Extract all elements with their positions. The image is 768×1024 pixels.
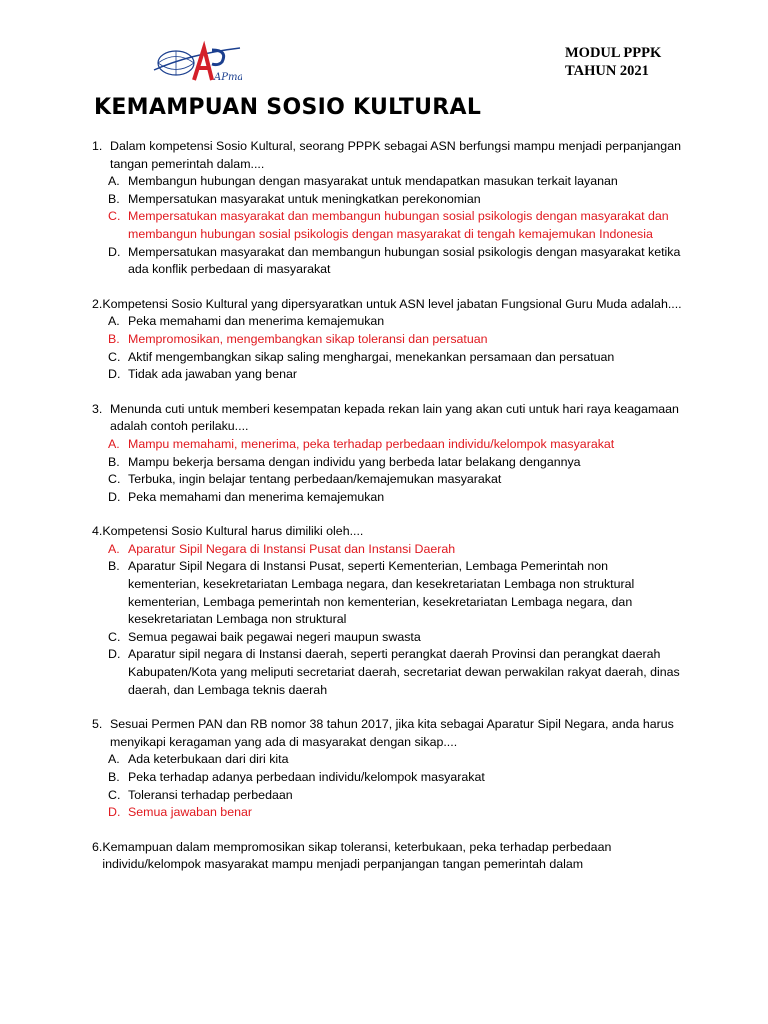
option-list: [108, 541, 682, 699]
answer-option: [108, 349, 682, 367]
option-letter: D.: [108, 647, 121, 662]
option-text: Mempersatukan masyarakat dan membangun hubungan sosial psikologis dengan masyarakat dan membangun hubungan sosial psikologis dengan masyarakat di tengah kemajemukan Indonesia: [128, 209, 669, 241]
option-text: Semua pegawai baik pegawai negeri maupun swasta: [128, 629, 421, 644]
question-item: [92, 296, 682, 384]
answer-option: [108, 471, 682, 489]
logo-text: APma: [214, 72, 242, 83]
option-text: Toleransi terhadap perbedaan: [128, 787, 293, 802]
option-letter: C.: [108, 209, 121, 224]
option-letter: A.: [108, 314, 120, 329]
question-stem: [92, 401, 682, 436]
question-list: [92, 138, 682, 891]
question-number: 1.: [92, 139, 103, 153]
option-text: Semua jawaban benar: [128, 805, 252, 820]
answer-option: [108, 558, 682, 628]
option-letter: B.: [108, 191, 120, 206]
option-text: Peka terhadap adanya perbedaan individu/kelompok masyarakat: [128, 770, 485, 784]
option-letter: D.: [108, 244, 121, 259]
question-stem: [92, 716, 682, 751]
option-text: Ada keterbukaan dari diri kita: [128, 752, 289, 767]
answer-option: [108, 191, 682, 209]
question-item: [92, 138, 682, 279]
option-letter: D.: [108, 367, 121, 382]
question-item: [92, 523, 682, 699]
answer-option: [108, 313, 682, 331]
option-letter: C.: [108, 349, 121, 364]
answer-option: [108, 454, 682, 472]
answer-option-correct: [108, 541, 682, 559]
answer-option: [108, 244, 682, 279]
answer-option: [108, 751, 682, 769]
question-stem: [92, 839, 682, 874]
question-stem: [92, 523, 682, 541]
question-text: Kompetensi Sosio Kultural harus dimiliki oleh....: [102, 524, 364, 539]
option-text: Terbuka, ingin belajar tentang perbedaan/kemajemukan masyarakat: [128, 472, 502, 487]
question-text: Dalam kompetensi Sosio Kultural, seorang PPPK sebagai ASN berfungsi mampu menjadi perpanjangan tangan pemerintah dalam....: [110, 139, 681, 171]
module-label: MODUL PPPK: [565, 45, 662, 61]
question-item: [92, 839, 682, 874]
answer-option: [108, 629, 682, 647]
question-number: 5.: [92, 717, 103, 732]
answer-option-correct: [108, 331, 682, 349]
option-letter: A.: [108, 436, 120, 451]
question-item: [92, 716, 682, 822]
option-text: Mampu bekerja bersama dengan individu yang berbeda latar belakang dengannya: [128, 454, 581, 469]
option-text: Aparatur Sipil Negara di Instansi Pusat, seperti Kementerian, Lembaga Pemerintah non kementerian, kesekretariatan Lembaga negara, dan kesekretariatan Lembaga non struktural kementerian, Lembaga pemerintah non kementerian, kesekretariatan Lembaga negara, dan kesekretariatan Lembaga non struktural: [128, 559, 635, 627]
option-list: [108, 173, 682, 279]
answer-option-correct: [108, 208, 682, 243]
option-letter: D.: [108, 489, 121, 504]
option-text: Aparatur Sipil Negara di Instansi Pusat dan Instansi Daerah: [128, 541, 456, 556]
question-text: Kemampuan dalam mempromosikan sikap toleransi, keterbukaan, peka terhadap perbedaan individu/kelompok masyarakat mampu menjadi perpanjangan tangan pemerintah dalam: [102, 839, 612, 872]
answer-option-correct: [108, 436, 682, 454]
option-text: Mempromosikan, mengembangkan sikap toleransi dan persatuan: [128, 331, 488, 346]
logo: [150, 40, 242, 86]
answer-option-correct: [108, 804, 682, 822]
option-letter: B.: [108, 770, 120, 784]
question-stem: [92, 296, 682, 314]
answer-option: [108, 366, 682, 384]
option-text: Mempersatukan masyarakat untuk meningkatkan perekonomian: [128, 191, 481, 206]
option-letter: C.: [108, 629, 121, 644]
document-header: [565, 44, 695, 80]
question-number: 2.: [92, 296, 103, 311]
question-item: [92, 401, 682, 507]
option-list: [108, 751, 682, 821]
option-text: Mempersatukan masyarakat dan membangun hubungan sosial psikologis dengan masyarakat ketika ada konflik perbedaan di masyarakat: [128, 244, 681, 277]
answer-option: [108, 787, 682, 805]
page-title: KEMAMPUAN SOSIO KULTURAL: [94, 95, 482, 120]
question-number: 6.: [92, 839, 103, 854]
option-list: [108, 313, 682, 383]
option-letter: C.: [108, 472, 121, 487]
year-label: TAHUN 2021: [565, 63, 649, 79]
question-text: Kompetensi Sosio Kultural yang dipersyaratkan untuk ASN level jabatan Fungsional Guru Muda adalah....: [102, 296, 682, 311]
question-number: 3.: [92, 401, 103, 416]
option-letter: A.: [108, 174, 120, 189]
question-stem: [92, 138, 682, 173]
option-letter: B.: [108, 559, 120, 574]
option-list: [108, 436, 682, 506]
option-text: Peka memahami dan menerima kemajemukan: [128, 489, 385, 504]
question-text: Sesuai Permen PAN dan RB nomor 38 tahun 2017, jika kita sebagai Aparatur Sipil Negara, anda harus menyikapi keragaman yang ada di masyarakat dengan sikap....: [110, 717, 674, 749]
question-number: 4.: [92, 524, 103, 539]
answer-option: [108, 489, 682, 507]
option-letter: C.: [108, 787, 121, 802]
option-letter: A.: [108, 752, 120, 767]
answer-option: [108, 646, 682, 699]
question-text: Menunda cuti untuk memberi kesempatan kepada rekan lain yang akan cuti untuk hari raya keagamaan adalah contoh perilaku....: [110, 401, 679, 434]
option-text: Tidak ada jawaban yang benar: [128, 367, 297, 382]
option-text: Aktif mengembangkan sikap saling menghargai, menekankan persamaan dan persatuan: [128, 349, 615, 364]
option-text: Peka memahami dan menerima kemajemukan: [128, 314, 385, 329]
option-letter: D.: [108, 805, 121, 820]
answer-option: [108, 173, 682, 191]
option-text: Aparatur sipil negara di Instansi daerah, seperti perangkat daerah Provinsi dan perangkat daerah Kabupaten/Kota yang meliputi secretariat daerah, secretariat dewan perwakilan rakyat daerah, dinas daerah, dan Lembaga teknis daerah: [128, 647, 680, 697]
option-letter: B.: [108, 454, 120, 469]
option-letter: A.: [108, 541, 120, 556]
option-text: Membangun hubungan dengan masyarakat untuk mendapatkan masukan terkait layanan: [128, 174, 618, 189]
answer-option: [108, 769, 682, 787]
option-text: Mampu memahami, menerima, peka terhadap perbedaan individu/kelompok masyarakat: [128, 436, 615, 451]
logo-graphic: [150, 40, 242, 86]
option-letter: B.: [108, 331, 120, 346]
